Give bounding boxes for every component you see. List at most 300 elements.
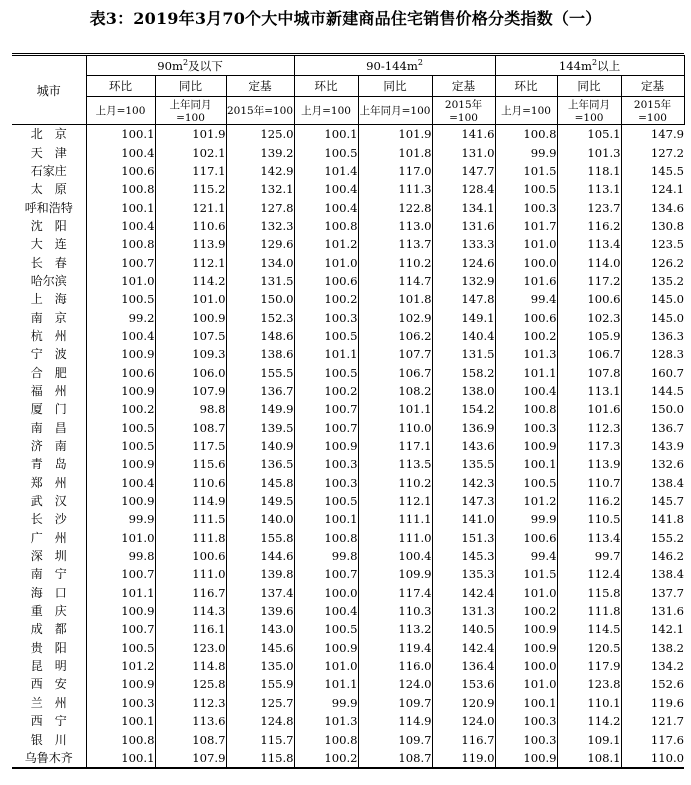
index-value-cell: 100.9 bbox=[155, 308, 226, 326]
city-name-cell: 合 肥 bbox=[30, 365, 67, 380]
base-label: 上月=100 bbox=[294, 97, 358, 125]
index-value-cell: 107.9 bbox=[155, 382, 226, 400]
index-value-cell: 100.5 bbox=[86, 290, 155, 308]
index-value-cell: 123.5 bbox=[621, 235, 684, 253]
index-value-cell: 101.6 bbox=[495, 272, 557, 290]
index-value-cell: 119.0 bbox=[432, 749, 495, 768]
index-value-cell: 100.5 bbox=[86, 639, 155, 657]
city-name-cell: 长 春 bbox=[30, 255, 67, 270]
index-value-cell: 114.0 bbox=[557, 253, 621, 271]
index-value-cell: 100.2 bbox=[294, 749, 358, 768]
index-value-cell: 138.2 bbox=[621, 639, 684, 657]
index-value-cell: 108.2 bbox=[358, 382, 432, 400]
index-value-cell: 101.0 bbox=[495, 235, 557, 253]
index-value-cell: 136.7 bbox=[226, 382, 294, 400]
index-value-cell: 101.3 bbox=[294, 712, 358, 730]
index-value-cell: 101.9 bbox=[155, 125, 226, 144]
table-row bbox=[12, 290, 684, 308]
index-value-cell: 105.9 bbox=[557, 327, 621, 345]
index-value-cell: 127.2 bbox=[621, 143, 684, 161]
table-row bbox=[12, 455, 684, 473]
table-row bbox=[12, 602, 684, 620]
index-value-cell: 117.5 bbox=[155, 437, 226, 455]
index-value-cell: 101.2 bbox=[86, 657, 155, 675]
index-value-cell: 136.3 bbox=[621, 327, 684, 345]
index-value-cell: 100.9 bbox=[86, 455, 155, 473]
index-value-cell: 111.3 bbox=[358, 180, 432, 198]
index-value-cell: 143.6 bbox=[432, 437, 495, 455]
index-value-cell: 100.6 bbox=[155, 547, 226, 565]
index-value-cell: 145.0 bbox=[621, 290, 684, 308]
index-value-cell: 116.1 bbox=[155, 620, 226, 638]
index-value-cell: 101.0 bbox=[495, 675, 557, 693]
index-value-cell: 108.7 bbox=[155, 419, 226, 437]
index-value-cell: 101.3 bbox=[557, 143, 621, 161]
index-value-cell: 100.9 bbox=[495, 620, 557, 638]
table-row bbox=[12, 492, 684, 510]
index-value-cell: 101.2 bbox=[294, 235, 358, 253]
index-value-cell: 160.7 bbox=[621, 363, 684, 381]
sub-header-mom: 环比 bbox=[86, 76, 155, 97]
index-value-cell: 115.6 bbox=[155, 455, 226, 473]
sub-header-fixed: 定基 bbox=[621, 76, 684, 97]
index-value-cell: 124.8 bbox=[226, 712, 294, 730]
city-name-cell: 南 昌 bbox=[30, 420, 67, 435]
index-value-cell: 111.5 bbox=[155, 510, 226, 528]
index-value-cell: 101.8 bbox=[358, 143, 432, 161]
index-value-cell: 110.0 bbox=[621, 749, 684, 768]
index-value-cell: 122.8 bbox=[358, 198, 432, 216]
table-header bbox=[12, 56, 684, 125]
index-value-cell: 100.3 bbox=[294, 308, 358, 326]
index-value-cell: 135.0 bbox=[226, 657, 294, 675]
index-value-cell: 145.0 bbox=[621, 308, 684, 326]
sub-header-yoy: 同比 bbox=[358, 76, 432, 97]
city-name-cell: 哈尔滨 bbox=[30, 273, 67, 288]
city-name-cell: 乌鲁木齐 bbox=[12, 749, 86, 768]
index-value-cell: 124.6 bbox=[432, 253, 495, 271]
index-value-cell: 123.7 bbox=[557, 198, 621, 216]
group-header-large: $144m^2$以上 bbox=[495, 56, 684, 76]
index-value-cell: 112.3 bbox=[155, 694, 226, 712]
index-value-cell: 132.6 bbox=[621, 455, 684, 473]
index-value-cell: 109.9 bbox=[358, 565, 432, 583]
index-value-cell: 100.3 bbox=[495, 712, 557, 730]
index-value-cell: 138.0 bbox=[432, 382, 495, 400]
index-value-cell: 142.9 bbox=[226, 162, 294, 180]
index-value-cell: 100.5 bbox=[86, 419, 155, 437]
group-header-medium: $90-144m^2$ bbox=[294, 56, 495, 76]
index-value-cell: 110.2 bbox=[358, 474, 432, 492]
index-value-cell: 131.3 bbox=[432, 602, 495, 620]
index-value-cell: 100.9 bbox=[86, 492, 155, 510]
base-label: 上年同月=100 bbox=[358, 97, 432, 125]
index-value-cell: 147.7 bbox=[432, 162, 495, 180]
table-title: 表3：2019年3月70个大中城市新建商品住宅销售价格分类指数（一） bbox=[89, 9, 602, 28]
index-value-cell: 155.2 bbox=[621, 529, 684, 547]
index-value-cell: 143.9 bbox=[621, 437, 684, 455]
city-name-cell: 海 口 bbox=[30, 585, 67, 600]
index-value-cell: 108.7 bbox=[155, 730, 226, 748]
index-value-cell: 101.0 bbox=[86, 272, 155, 290]
table-row bbox=[12, 474, 684, 492]
city-name-cell: 沈 阳 bbox=[30, 218, 67, 233]
table-row bbox=[12, 749, 684, 768]
base-label: 2015年=100 bbox=[621, 97, 684, 125]
city-name-cell: 南 宁 bbox=[30, 567, 67, 582]
index-value-cell: 147.8 bbox=[432, 290, 495, 308]
table-row bbox=[12, 437, 684, 455]
index-value-cell: 112.1 bbox=[358, 492, 432, 510]
index-value-cell: 115.7 bbox=[226, 730, 294, 748]
index-value-cell: 151.3 bbox=[432, 529, 495, 547]
table-row bbox=[12, 419, 684, 437]
index-value-cell: 124.0 bbox=[358, 675, 432, 693]
index-value-cell: 108.1 bbox=[557, 749, 621, 768]
index-value-cell: 101.0 bbox=[294, 657, 358, 675]
index-value-cell: 120.9 bbox=[432, 694, 495, 712]
index-value-cell: 117.6 bbox=[621, 730, 684, 748]
index-value-cell: 100.0 bbox=[495, 657, 557, 675]
index-value-cell: 100.5 bbox=[294, 143, 358, 161]
sub-header-mom: 环比 bbox=[495, 76, 557, 97]
table-row bbox=[12, 345, 684, 363]
index-value-cell: 100.9 bbox=[86, 675, 155, 693]
index-value-cell: 117.1 bbox=[155, 162, 226, 180]
index-value-cell: 100.6 bbox=[495, 529, 557, 547]
table-row bbox=[12, 143, 684, 161]
index-value-cell: 100.4 bbox=[86, 474, 155, 492]
index-value-cell: 100.1 bbox=[86, 125, 155, 144]
index-value-cell: 100.9 bbox=[495, 639, 557, 657]
index-value-cell: 100.0 bbox=[294, 584, 358, 602]
index-value-cell: 106.7 bbox=[358, 363, 432, 381]
city-name-cell: 济 南 bbox=[30, 439, 67, 454]
table-row bbox=[12, 529, 684, 547]
index-value-cell: 135.5 bbox=[432, 455, 495, 473]
city-name-cell: 大 连 bbox=[30, 237, 67, 252]
index-value-cell: 116.0 bbox=[358, 657, 432, 675]
index-value-cell: 116.7 bbox=[432, 730, 495, 748]
city-name-cell: 南 京 bbox=[30, 310, 67, 325]
index-value-cell: 107.9 bbox=[155, 749, 226, 768]
index-value-cell: 134.6 bbox=[621, 198, 684, 216]
index-value-cell: 115.2 bbox=[155, 180, 226, 198]
index-value-cell: 100.6 bbox=[495, 308, 557, 326]
city-name-cell: 长 沙 bbox=[30, 512, 67, 527]
index-value-cell: 117.4 bbox=[358, 584, 432, 602]
base-label: 上月=100 bbox=[495, 97, 557, 125]
index-value-cell: 100.5 bbox=[495, 474, 557, 492]
index-value-cell: 112.4 bbox=[557, 565, 621, 583]
index-value-cell: 137.7 bbox=[621, 584, 684, 602]
index-value-cell: 100.1 bbox=[86, 198, 155, 216]
index-value-cell: 141.6 bbox=[432, 125, 495, 144]
index-value-cell: 119.6 bbox=[621, 694, 684, 712]
city-name-cell: 北 京 bbox=[12, 125, 86, 144]
city-name-cell: 兰 州 bbox=[30, 695, 67, 710]
index-value-cell: 135.2 bbox=[621, 272, 684, 290]
index-value-cell: 100.7 bbox=[294, 400, 358, 418]
index-value-cell: 100.8 bbox=[495, 125, 557, 144]
index-value-cell: 99.9 bbox=[495, 510, 557, 528]
index-value-cell: 100.6 bbox=[86, 162, 155, 180]
index-value-cell: 132.9 bbox=[432, 272, 495, 290]
index-value-cell: 99.9 bbox=[495, 143, 557, 161]
table-row bbox=[12, 382, 684, 400]
index-value-cell: 113.9 bbox=[155, 235, 226, 253]
index-value-cell: 100.4 bbox=[294, 198, 358, 216]
sub-header-row bbox=[12, 76, 684, 97]
index-value-cell: 100.2 bbox=[495, 327, 557, 345]
index-value-cell: 109.1 bbox=[557, 730, 621, 748]
index-value-cell: 125.0 bbox=[226, 125, 294, 144]
index-value-cell: 100.4 bbox=[294, 180, 358, 198]
index-value-cell: 100.8 bbox=[86, 180, 155, 198]
index-value-cell: 100.1 bbox=[294, 510, 358, 528]
index-value-cell: 114.9 bbox=[155, 492, 226, 510]
index-value-cell: 100.2 bbox=[86, 400, 155, 418]
index-value-cell: 100.9 bbox=[86, 382, 155, 400]
base-label: 上月=100 bbox=[86, 97, 155, 125]
index-value-cell: 113.0 bbox=[358, 217, 432, 235]
index-value-cell: 99.7 bbox=[557, 547, 621, 565]
index-value-cell: 118.1 bbox=[557, 162, 621, 180]
index-value-cell: 134.2 bbox=[621, 657, 684, 675]
index-value-cell: 100.4 bbox=[86, 327, 155, 345]
sub-header-yoy: 同比 bbox=[155, 76, 226, 97]
index-value-cell: 115.8 bbox=[226, 749, 294, 768]
index-value-cell: 120.5 bbox=[557, 639, 621, 657]
table-row bbox=[12, 162, 684, 180]
index-value-cell: 139.8 bbox=[226, 565, 294, 583]
index-value-cell: 101.9 bbox=[358, 125, 432, 144]
index-value-cell: 117.3 bbox=[557, 437, 621, 455]
table-row bbox=[12, 657, 684, 675]
index-value-cell: 100.3 bbox=[495, 419, 557, 437]
index-value-cell: 142.4 bbox=[432, 639, 495, 657]
index-value-cell: 111.0 bbox=[155, 565, 226, 583]
city-name-cell: 西 宁 bbox=[30, 714, 67, 729]
index-value-cell: 102.3 bbox=[557, 308, 621, 326]
index-value-cell: 113.4 bbox=[557, 529, 621, 547]
index-value-cell: 101.0 bbox=[155, 290, 226, 308]
index-value-cell: 100.9 bbox=[86, 345, 155, 363]
index-value-cell: 102.9 bbox=[358, 308, 432, 326]
index-value-cell: 100.3 bbox=[294, 474, 358, 492]
index-value-cell: 142.3 bbox=[432, 474, 495, 492]
index-value-cell: 106.7 bbox=[557, 345, 621, 363]
index-value-cell: 101.0 bbox=[86, 529, 155, 547]
index-value-cell: 101.1 bbox=[294, 345, 358, 363]
index-value-cell: 100.8 bbox=[294, 730, 358, 748]
index-value-cell: 139.5 bbox=[226, 419, 294, 437]
index-value-cell: 100.6 bbox=[294, 272, 358, 290]
table-row bbox=[12, 639, 684, 657]
index-value-cell: 108.7 bbox=[358, 749, 432, 768]
index-value-cell: 145.8 bbox=[226, 474, 294, 492]
index-value-cell: 131.0 bbox=[432, 143, 495, 161]
index-value-cell: 124.0 bbox=[432, 712, 495, 730]
city-name-cell: 郑 州 bbox=[30, 475, 67, 490]
index-value-cell: 131.5 bbox=[432, 345, 495, 363]
index-value-cell: 121.7 bbox=[621, 712, 684, 730]
index-value-cell: 149.5 bbox=[226, 492, 294, 510]
table-row bbox=[12, 730, 684, 748]
index-value-cell: 99.9 bbox=[86, 510, 155, 528]
index-value-cell: 114.8 bbox=[155, 657, 226, 675]
index-value-cell: 100.9 bbox=[86, 602, 155, 620]
index-value-cell: 114.7 bbox=[358, 272, 432, 290]
index-value-cell: 102.1 bbox=[155, 143, 226, 161]
index-value-cell: 101.3 bbox=[495, 345, 557, 363]
index-value-cell: 136.9 bbox=[432, 419, 495, 437]
index-value-cell: 101.5 bbox=[495, 565, 557, 583]
index-value-cell: 145.7 bbox=[621, 492, 684, 510]
index-value-cell: 100.3 bbox=[495, 730, 557, 748]
index-value-cell: 101.2 bbox=[495, 492, 557, 510]
index-value-cell: 155.8 bbox=[226, 529, 294, 547]
index-value-cell: 99.4 bbox=[495, 290, 557, 308]
table-row bbox=[12, 584, 684, 602]
index-value-cell: 111.0 bbox=[358, 529, 432, 547]
index-value-cell: 101.0 bbox=[495, 584, 557, 602]
index-value-cell: 100.0 bbox=[495, 253, 557, 271]
index-value-cell: 141.8 bbox=[621, 510, 684, 528]
index-value-cell: 125.8 bbox=[155, 675, 226, 693]
city-name-cell: 贵 阳 bbox=[30, 640, 67, 655]
city-name-cell: 太 原 bbox=[30, 182, 67, 197]
index-value-cell: 149.1 bbox=[432, 308, 495, 326]
index-value-cell: 136.7 bbox=[621, 419, 684, 437]
index-value-cell: 145.3 bbox=[432, 547, 495, 565]
index-value-cell: 155.5 bbox=[226, 363, 294, 381]
index-value-cell: 131.6 bbox=[621, 602, 684, 620]
index-value-cell: 129.6 bbox=[226, 235, 294, 253]
sub-header-fixed: 定基 bbox=[226, 76, 294, 97]
index-value-cell: 100.2 bbox=[294, 290, 358, 308]
base-label: 上年同月=100 bbox=[557, 97, 621, 125]
city-column-header: 城市 bbox=[12, 56, 86, 125]
city-name-cell: 成 都 bbox=[30, 622, 67, 637]
index-value-cell: 133.3 bbox=[432, 235, 495, 253]
index-value-cell: 117.9 bbox=[557, 657, 621, 675]
city-name-cell: 石家庄 bbox=[30, 163, 67, 178]
index-value-cell: 107.5 bbox=[155, 327, 226, 345]
index-value-cell: 147.3 bbox=[432, 492, 495, 510]
index-value-cell: 100.7 bbox=[294, 565, 358, 583]
index-value-cell: 134.1 bbox=[432, 198, 495, 216]
index-value-cell: 145.5 bbox=[621, 162, 684, 180]
table-row bbox=[12, 712, 684, 730]
index-value-cell: 158.2 bbox=[432, 363, 495, 381]
index-value-cell: 136.5 bbox=[226, 455, 294, 473]
index-value-cell: 100.5 bbox=[495, 180, 557, 198]
index-value-cell: 114.2 bbox=[557, 712, 621, 730]
index-value-cell: 119.4 bbox=[358, 639, 432, 657]
index-value-cell: 100.7 bbox=[86, 253, 155, 271]
table-row bbox=[12, 253, 684, 271]
index-value-cell: 128.4 bbox=[432, 180, 495, 198]
index-value-cell: 113.7 bbox=[358, 235, 432, 253]
index-value-cell: 139.2 bbox=[226, 143, 294, 161]
table-row bbox=[12, 125, 684, 144]
index-value-cell: 113.1 bbox=[557, 382, 621, 400]
index-value-cell: 107.7 bbox=[358, 345, 432, 363]
index-value-cell: 100.8 bbox=[495, 400, 557, 418]
index-value-cell: 100.2 bbox=[294, 382, 358, 400]
table-body bbox=[12, 125, 684, 768]
price-index-table bbox=[12, 55, 685, 768]
index-value-cell: 100.4 bbox=[86, 143, 155, 161]
index-value-cell: 106.0 bbox=[155, 363, 226, 381]
index-value-cell: 145.6 bbox=[226, 639, 294, 657]
index-value-cell: 100.4 bbox=[294, 602, 358, 620]
index-value-cell: 100.7 bbox=[86, 565, 155, 583]
index-value-cell: 138.6 bbox=[226, 345, 294, 363]
index-value-cell: 116.2 bbox=[557, 217, 621, 235]
index-value-cell: 114.5 bbox=[557, 620, 621, 638]
index-value-cell: 109.3 bbox=[155, 345, 226, 363]
index-value-cell: 109.7 bbox=[358, 694, 432, 712]
index-value-cell: 114.3 bbox=[155, 602, 226, 620]
index-value-cell: 110.0 bbox=[358, 419, 432, 437]
index-value-cell: 136.4 bbox=[432, 657, 495, 675]
index-value-cell: 140.0 bbox=[226, 510, 294, 528]
city-name-cell: 昆 明 bbox=[30, 659, 67, 674]
index-value-cell: 100.1 bbox=[294, 125, 358, 144]
index-value-cell: 134.0 bbox=[226, 253, 294, 271]
index-value-cell: 110.5 bbox=[557, 510, 621, 528]
index-value-cell: 111.8 bbox=[557, 602, 621, 620]
index-value-cell: 100.3 bbox=[86, 694, 155, 712]
top-rule bbox=[12, 53, 684, 54]
city-name-cell: 西 安 bbox=[30, 677, 67, 692]
index-value-cell: 140.4 bbox=[432, 327, 495, 345]
index-value-cell: 113.9 bbox=[557, 455, 621, 473]
index-value-cell: 153.6 bbox=[432, 675, 495, 693]
base-label: 上年同月=100 bbox=[155, 97, 226, 125]
index-value-cell: 155.9 bbox=[226, 675, 294, 693]
table-row bbox=[12, 198, 684, 216]
index-value-cell: 140.5 bbox=[432, 620, 495, 638]
index-value-cell: 142.1 bbox=[621, 620, 684, 638]
city-name-cell: 武 汉 bbox=[30, 494, 67, 509]
city-name-cell: 宁 波 bbox=[30, 347, 67, 362]
city-name-cell: 厦 门 bbox=[30, 402, 67, 417]
index-value-cell: 117.1 bbox=[358, 437, 432, 455]
index-value-cell: 110.6 bbox=[155, 217, 226, 235]
index-value-cell: 100.9 bbox=[294, 437, 358, 455]
index-value-cell: 100.5 bbox=[294, 492, 358, 510]
index-value-cell: 124.1 bbox=[621, 180, 684, 198]
index-value-cell: 152.6 bbox=[621, 675, 684, 693]
index-value-cell: 99.2 bbox=[86, 308, 155, 326]
table-row bbox=[12, 510, 684, 528]
index-value-cell: 137.4 bbox=[226, 584, 294, 602]
table-row bbox=[12, 327, 684, 345]
index-value-cell: 100.1 bbox=[495, 455, 557, 473]
index-value-cell: 138.4 bbox=[621, 474, 684, 492]
base-label: 2015年=100 bbox=[226, 97, 294, 125]
city-name-cell: 杭 州 bbox=[30, 328, 67, 343]
index-value-cell: 131.6 bbox=[432, 217, 495, 235]
index-value-cell: 116.2 bbox=[557, 492, 621, 510]
index-value-cell: 114.9 bbox=[358, 712, 432, 730]
city-name-cell: 重 庆 bbox=[30, 604, 67, 619]
index-value-cell: 117.0 bbox=[358, 162, 432, 180]
index-value-cell: 125.7 bbox=[226, 694, 294, 712]
